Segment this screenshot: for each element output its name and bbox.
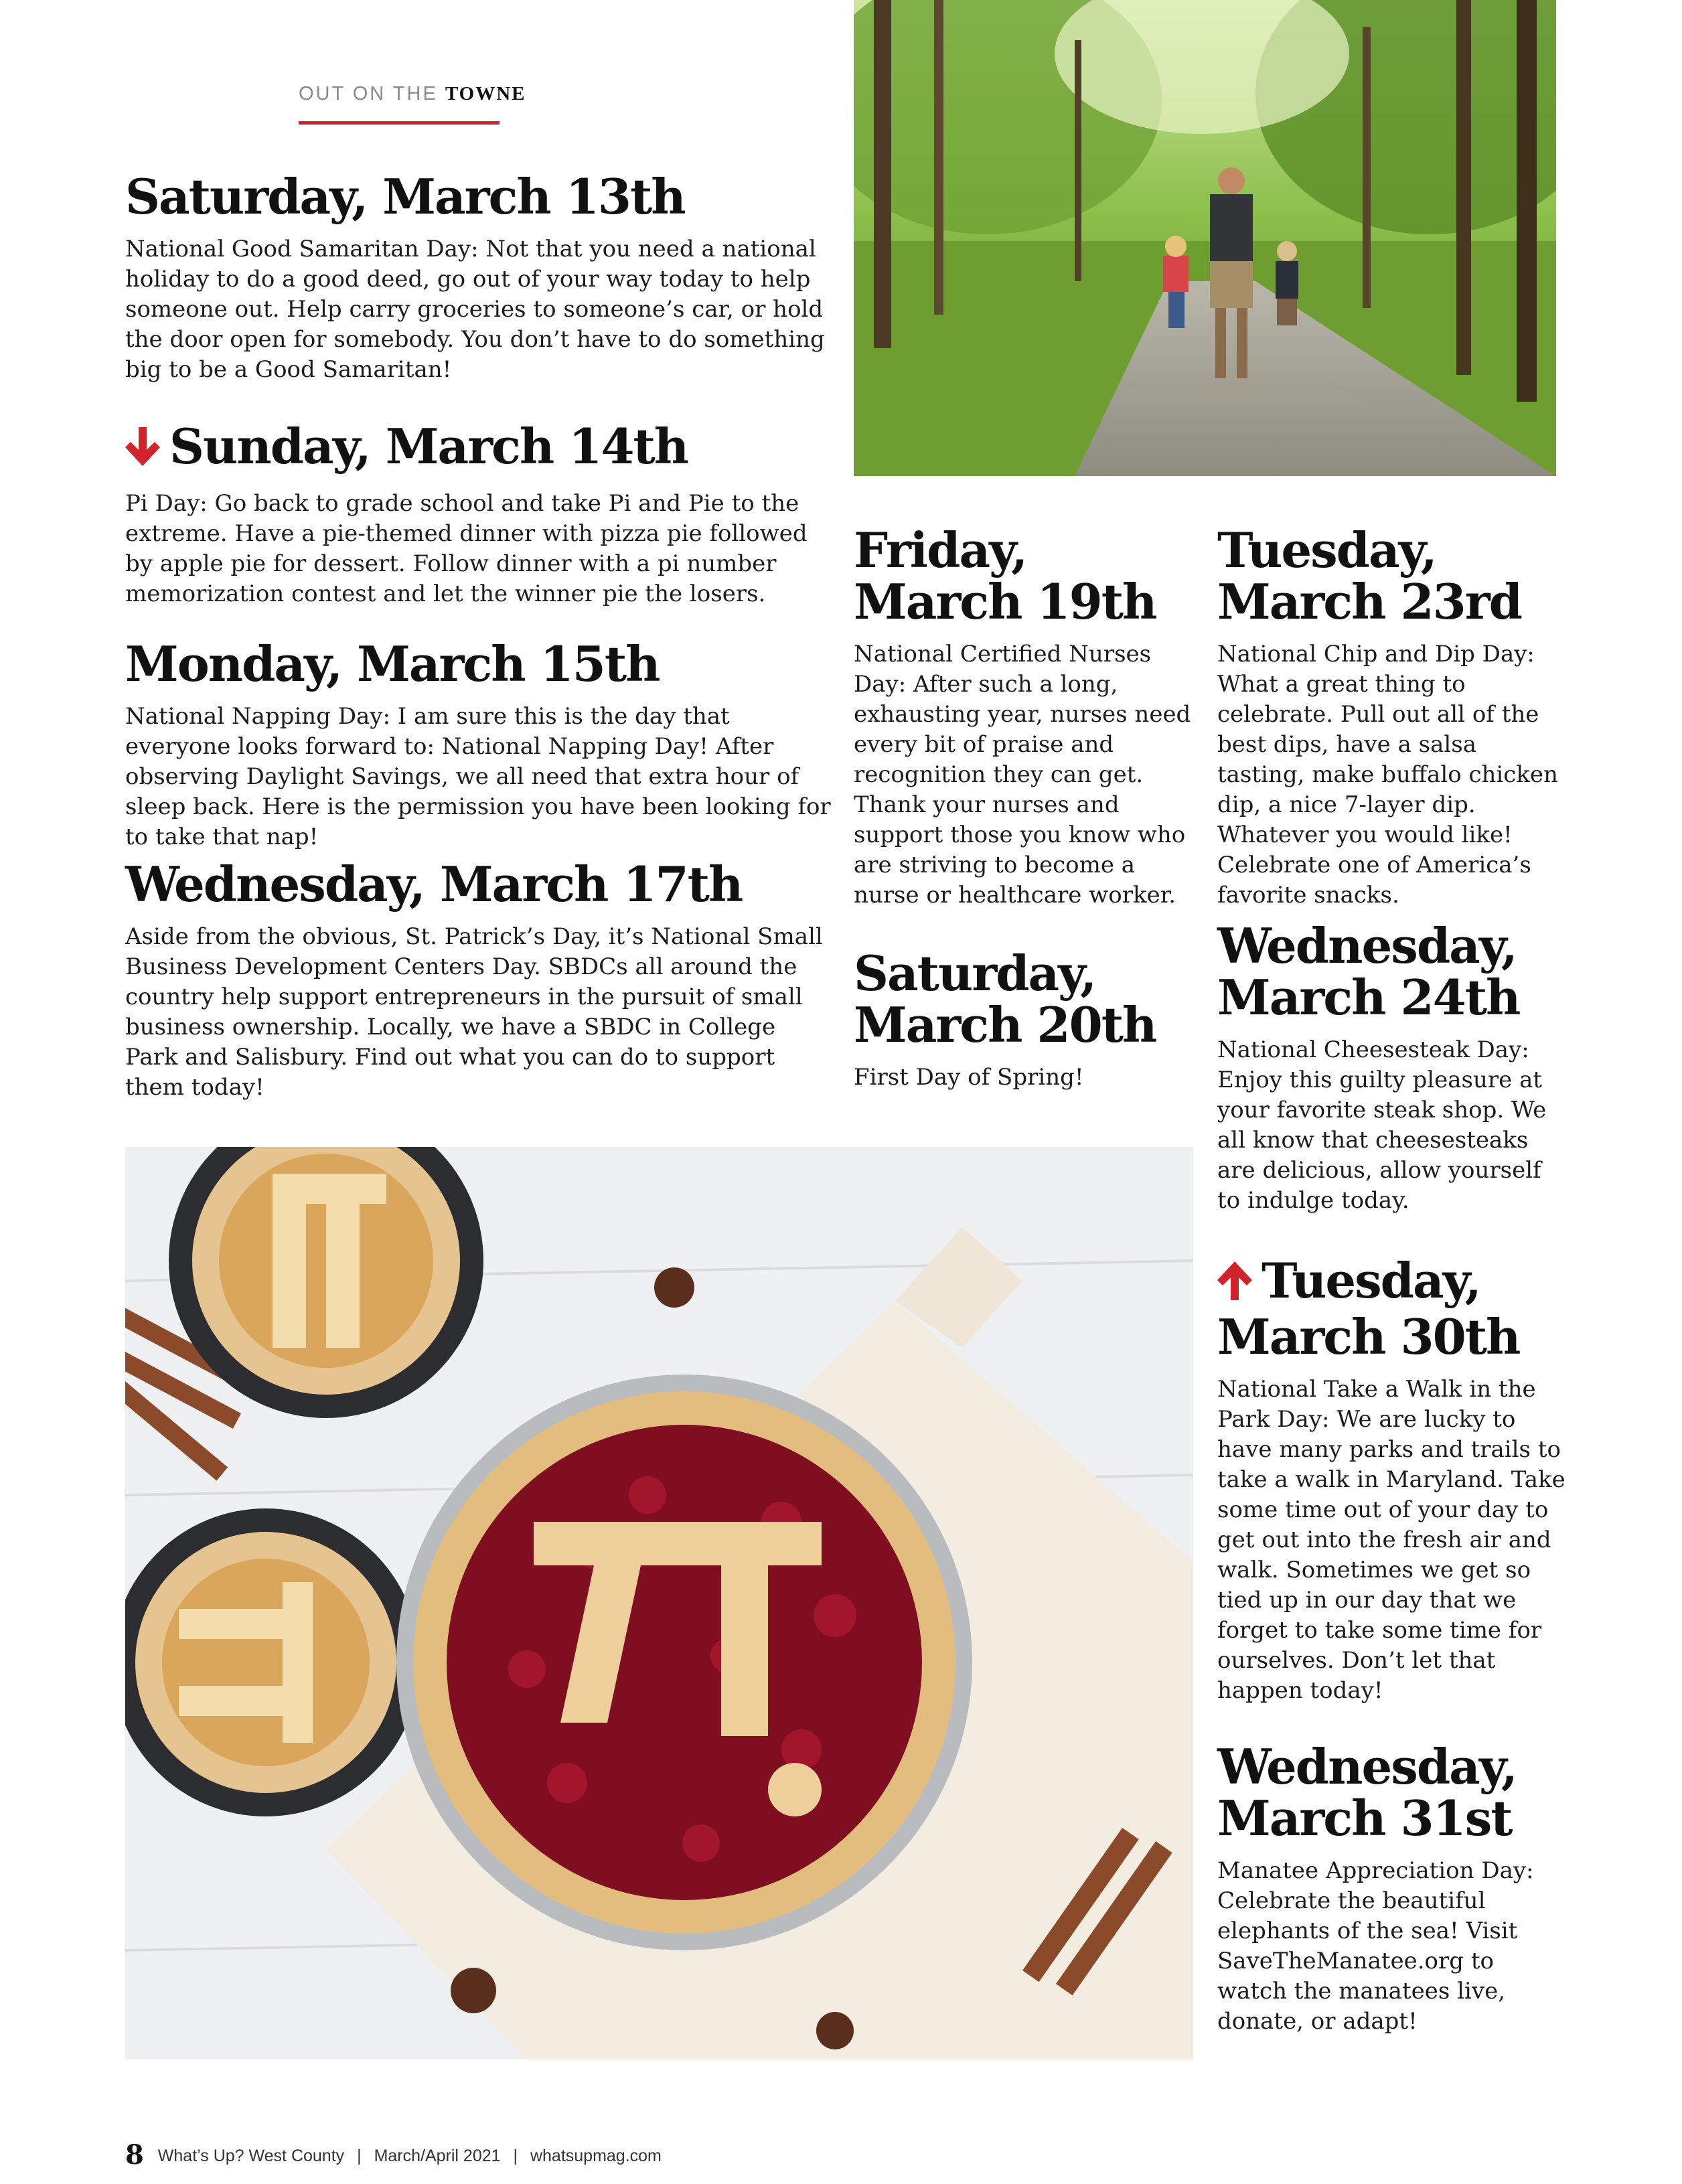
entry-text: National Certified Nurses Day: After such a long, exhausting year, nurses need every bit of praise and recognition they can get. Thank your nurses and support those you know who are striving to become a nurse or healthcare worker. xyxy=(854,641,1191,909)
entry-march-23 xyxy=(1217,524,1565,911)
entry-date: Sunday, March 14th xyxy=(169,418,688,475)
entry-text: National Napping Day: I am sure this is the day that everyone looks forward to: National Napping Day! After observing Daylight Savings, we all need that extra hour of sleep back. Here is the permission you have been looking for to take that nap! xyxy=(125,703,831,851)
entry-text: Aside from the obvious, St. Patrick’s Day, it’s National Small Business Development Centers Day. SBDCs all around the country help support entrepreneurs in the pursuit of small business ownership. Locally, we have a SBDC in College Park and Salisbury. Find out what you can do to support them today! xyxy=(125,923,823,1101)
entry-date: Tuesday, March 23rd xyxy=(1217,522,1522,631)
entry-date: Friday, March 19th xyxy=(854,522,1156,631)
kicker-prefix: OUT ON THE xyxy=(299,83,438,104)
entry-march-31 xyxy=(1217,1738,1565,2037)
kicker-bold: TOWNE xyxy=(445,83,526,104)
arrow-up-icon xyxy=(1217,1259,1252,1310)
arrow-down-icon xyxy=(125,424,160,476)
entry-text: National Good Samaritan Day: Not that you need a national holiday to do a good deed, go out of your way today to help someone out. Help carry groceries to someone’s car, or hold the door open for somebody. You don’t have to do something big to be a Good Samaritan! xyxy=(125,236,825,384)
entry-date: Monday, March 15th xyxy=(125,635,660,692)
page-footer xyxy=(125,2139,662,2171)
entry-date: Saturday, March 20th xyxy=(854,945,1156,1054)
kicker-rule xyxy=(299,121,500,125)
entry-march-17 xyxy=(125,858,835,1103)
entry-date: Tuesday, March 30th xyxy=(1217,1252,1520,1365)
entry-heading xyxy=(125,420,835,477)
entry-march-24 xyxy=(1217,917,1565,1216)
entry-march-20 xyxy=(854,947,1199,1093)
magazine-name: What’s Up? West County xyxy=(157,2147,345,2165)
entry-text: Pi Day: Go back to grade school and take Pi and Pie to the extreme. Have a pie-themed dinner with pizza pie followed by apple pie for dessert. Follow dinner with a pi number memorization contest and let the winner pie the losers. xyxy=(125,489,808,607)
entry-march-13 xyxy=(125,168,835,385)
issue-date: March/April 2021 xyxy=(374,2147,501,2165)
entry-text: Manatee Appreciation Day: Celebrate the beautiful elephants of the sea! Visit SaveTheManatee.org to watch the manatees live, donate, or adapt! xyxy=(1217,1857,1534,2035)
footer-separator: | xyxy=(357,2147,362,2165)
section-kicker xyxy=(299,83,526,105)
entry-march-14 xyxy=(125,420,835,609)
entry-text: First Day of Spring! xyxy=(854,1064,1084,1091)
entry-text: National Cheesesteak Day: Enjoy this guilty pleasure at your favorite steak shop. We all know that cheesesteaks are delicious, allow yourself to indulge today. xyxy=(1217,1036,1547,1215)
website-link[interactable]: whatsupmag.com xyxy=(530,2147,662,2165)
entry-date: Wednesday, March 24th xyxy=(1217,917,1520,1026)
entry-text: National Take a Walk in the Park Day: We are lucky to have many parks and trails to take a walk in Maryland. Take some time out of your day to get out into the fresh air and walk. Sometimes we get so tied up in our day that we forget to take some time for ourselves. Don’t let that happen today! xyxy=(1217,1375,1565,1704)
park-walk-photo xyxy=(854,0,1556,476)
entry-march-15 xyxy=(125,635,835,852)
page-number: 8 xyxy=(125,2139,144,2171)
pi-day-pies-photo xyxy=(125,1147,1193,2059)
entry-date: Wednesday, March 31st xyxy=(1217,1738,1517,1847)
entry-date: Saturday, March 13th xyxy=(125,168,685,225)
entry-date: Wednesday, March 17th xyxy=(125,856,743,913)
entry-march-30 xyxy=(1217,1252,1565,1706)
footer-separator: | xyxy=(513,2147,518,2165)
entry-march-19 xyxy=(854,524,1199,911)
entry-heading xyxy=(1217,1252,1565,1365)
entry-text: National Chip and Dip Day: What a great thing to celebrate. Pull out all of the best dips, have a salsa tasting, make buffalo chicken dip, a nice 7-layer dip. Whatever you would like! Celebrate one of America’s favorite snacks. xyxy=(1217,641,1558,909)
